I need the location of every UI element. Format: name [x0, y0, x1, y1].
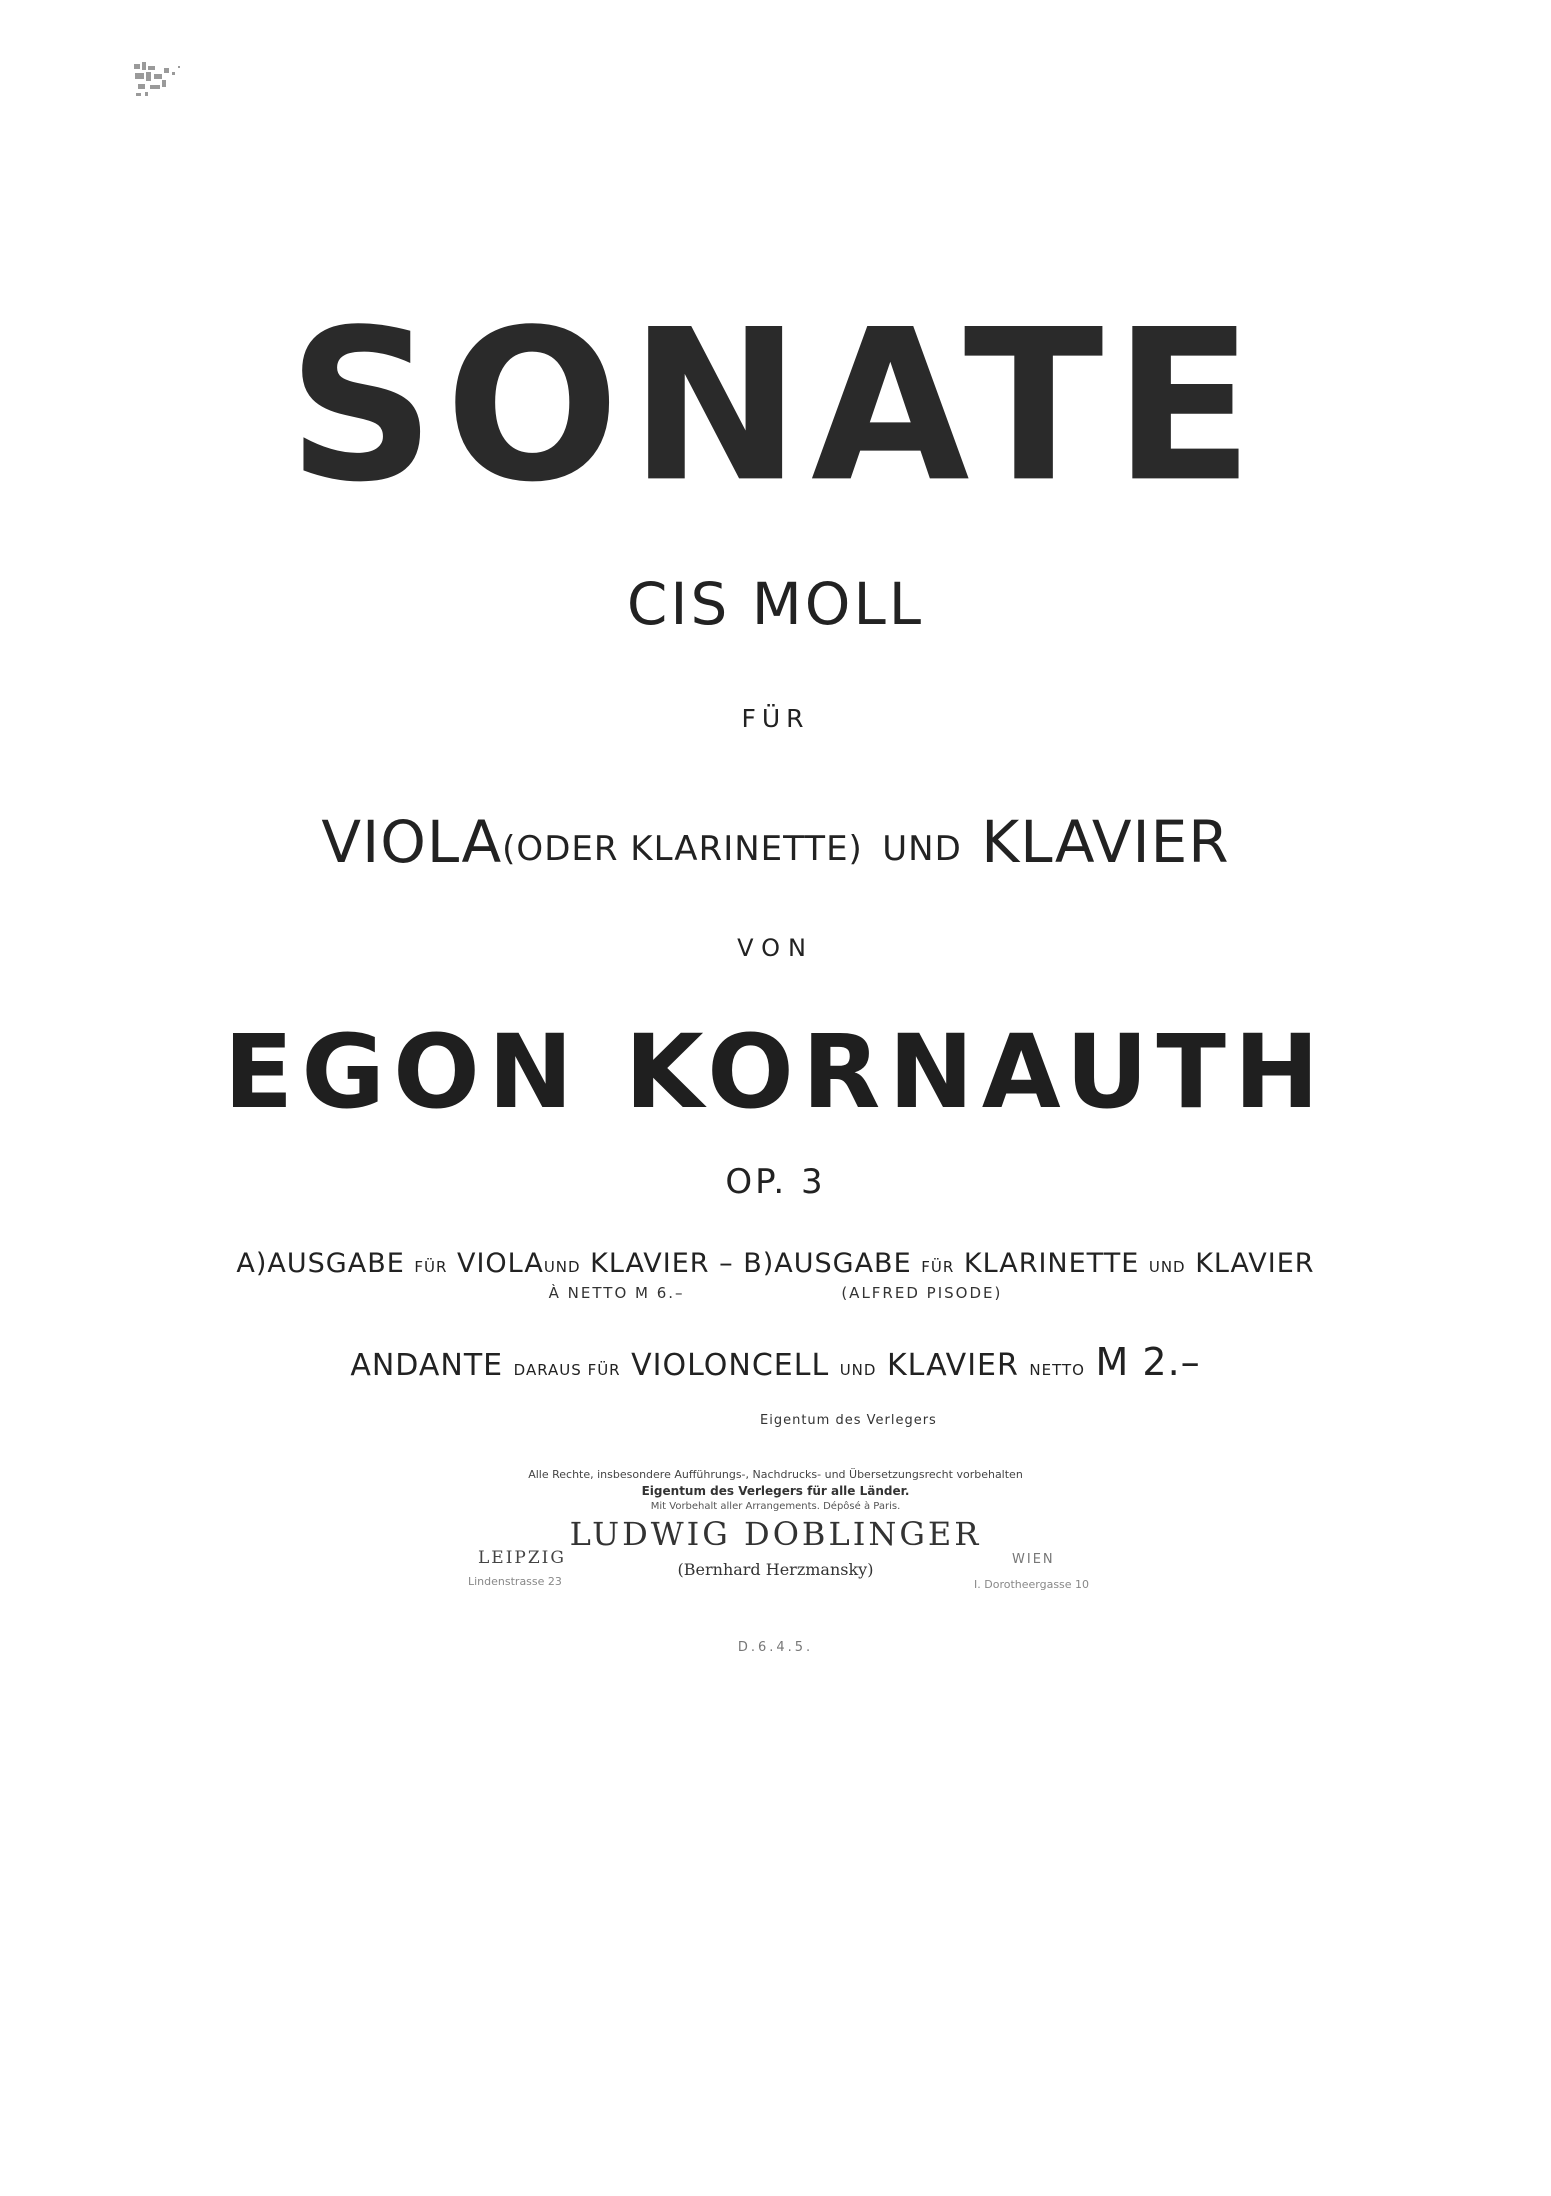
publisher-name: LUDWIG DOBLINGER — [569, 1515, 982, 1553]
edition-a-instrument: VIOLA — [457, 1248, 544, 1279]
edition-a-fuer: FÜR — [414, 1258, 448, 1276]
andante-instrument: VIOLONCELL — [631, 1348, 830, 1383]
publisher-subtitle: (Bernhard Herzmansky) — [677, 1560, 874, 1579]
edition-prices — [0, 1284, 1551, 1302]
edition-b-klavier: KLAVIER — [1195, 1248, 1315, 1279]
edition-separator: – — [719, 1248, 734, 1279]
library-stamp-mark — [132, 60, 202, 104]
rights-line-2: Eigentum des Verlegers für alle Länder. — [641, 1484, 910, 1498]
andante-und: UND — [839, 1361, 877, 1379]
andante-line — [0, 1340, 1551, 1384]
andante-klavier: KLAVIER — [887, 1348, 1019, 1383]
for-label: FÜR — [741, 704, 810, 733]
edition-b-und: UND — [1148, 1258, 1186, 1276]
edition-b-instrument: KLARINETTE — [963, 1248, 1140, 1279]
instrument-viola: VIOLA — [321, 808, 503, 876]
edition-a-klavier: KLAVIER — [590, 1248, 710, 1279]
plate-number: D.6.4.5. — [737, 1640, 814, 1655]
sonata-title: SONATE — [287, 285, 1264, 529]
edition-b-label: B)AUSGABE — [743, 1248, 912, 1279]
edition-b-fuer: FÜR — [921, 1258, 955, 1276]
andante-daraus: DARAUS FÜR — [513, 1361, 621, 1379]
andante-price: M 2.– — [1095, 1340, 1201, 1384]
instrument-und: UND — [882, 829, 962, 869]
editions-line — [0, 1248, 1551, 1279]
publisher-city-left: LEIPZIG — [478, 1548, 566, 1568]
instrumentation — [0, 808, 1551, 876]
rights-line-3: Mit Vorbehalt aller Arrangements. Dépôsé à Paris. — [650, 1501, 901, 1512]
opus-number: OP. 3 — [725, 1162, 826, 1202]
instrument-klavier: KLAVIER — [981, 808, 1230, 876]
publisher-address-right: I. Dorotheergasse 10 — [974, 1578, 1090, 1591]
publisher-address-left: Lindenstrasse 23 — [468, 1575, 562, 1588]
rights-line-1: Alle Rechte, insbesondere Aufführungs-, Nachdrucks- und Übersetzungsrecht vorbehalten — [528, 1468, 1023, 1481]
edition-a-price: À NETTO M 6.– — [548, 1284, 685, 1302]
edition-a-und: UND — [543, 1258, 581, 1276]
edition-a-label: A)AUSGABE — [236, 1248, 405, 1279]
key-signature: CIS MOLL — [626, 570, 925, 638]
edition-b-arranger: (ALFRED PISODE) — [841, 1284, 1003, 1302]
andante-netto: NETTO — [1029, 1361, 1085, 1379]
ownership-stamp: Eigentum des Verlegers — [760, 1413, 937, 1428]
andante-label: ANDANTE — [350, 1348, 504, 1383]
by-label: VON — [737, 934, 814, 962]
instrument-alternative: (ODER KLARINETTE) — [502, 829, 863, 869]
composer-name: EGON KORNAUTH — [223, 1013, 1328, 1132]
publisher-city-right: WIEN — [1012, 1552, 1055, 1567]
